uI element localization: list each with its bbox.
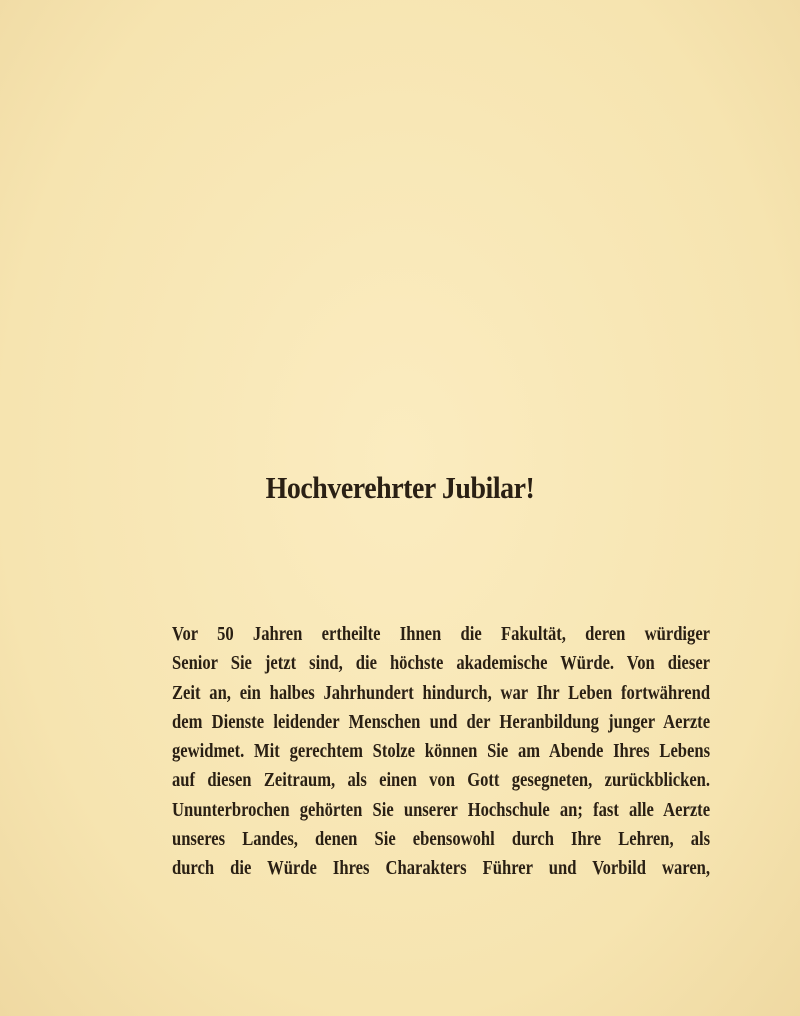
text-line: Ununterbrochen gehörten Sie unserer Hochschule an; fast alle Aerzte — [172, 799, 711, 821]
text-line: dem Dienste leidender Menschen und der Heranbildung junger Aerzte — [172, 711, 711, 733]
body-text — [172, 620, 710, 884]
text-line: Vor 50 Jahren ertheilte Ihnen die Fakultät, deren würdiger — [172, 624, 711, 645]
page-title: Hochverehrter Jubilar! — [265, 470, 535, 505]
text-line: gewidmet. Mit gerechtem Stolze können Sie am Abende Ihres Lebens — [172, 741, 711, 763]
text-line: durch die Würde Ihres Charakters Führer und Vorbild waren, — [172, 858, 711, 880]
text-line: unseres Landes, denen Sie ebensowohl durch Ihre Lehren, als — [172, 829, 711, 851]
text-line: auf diesen Zeitraum, als einen von Gott gesegneten, zurückblicken. — [172, 770, 711, 792]
text-line: Senior Sie jetzt sind, die höchste akademische Würde. Von dieser — [172, 653, 711, 675]
text-line: Zeit an, ein halbes Jahrhundert hindurch, war Ihr Leben fortwährend — [172, 682, 711, 704]
